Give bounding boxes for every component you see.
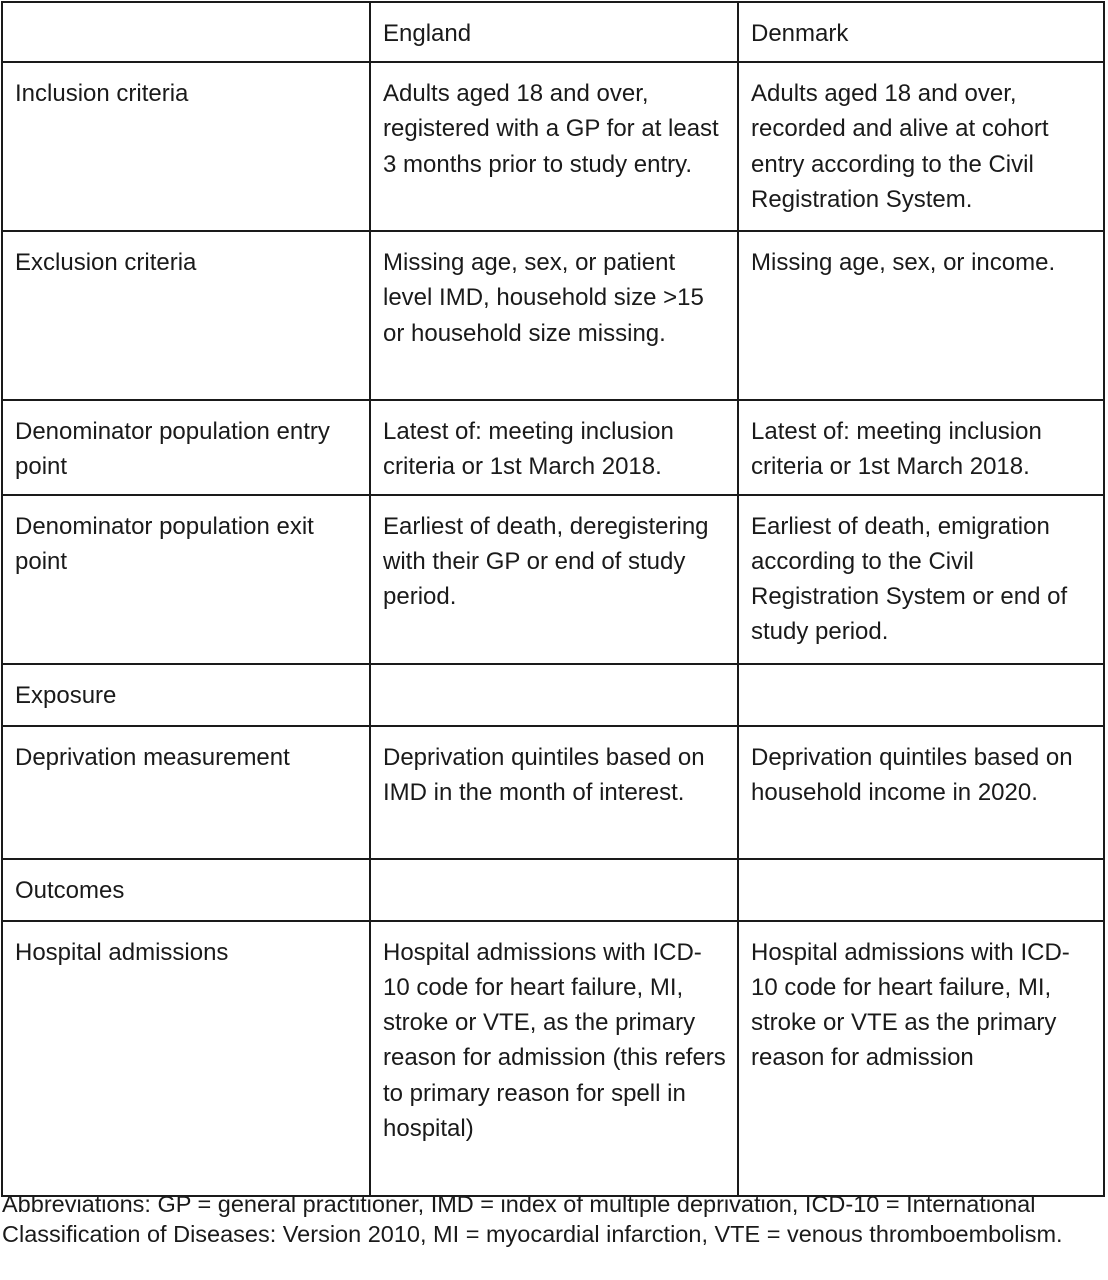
row-label-cell: Denominator population entry point [2, 400, 370, 495]
row-label-cell: Inclusion criteria [2, 62, 370, 231]
comparison-table [1, 1, 1105, 1197]
row-label-cell: Hospital admissions [2, 921, 370, 1196]
denmark-cell [738, 664, 1104, 726]
denmark-cell: Earliest of death, emigration according to the Civil Registration System or end of study period. [738, 495, 1104, 664]
table-row [2, 495, 1104, 664]
denmark-cell: Deprivation quintiles based on household income in 2020. [738, 726, 1104, 859]
table-row [2, 859, 1104, 921]
row-label-cell: Outcomes [2, 859, 370, 921]
england-cell: Hospital admissions with ICD-10 code for heart failure, MI, stroke or VTE, as the primary reason for admission (this refers to primary reason for spell in hospital) [370, 921, 738, 1196]
denmark-cell: Hospital admissions with ICD-10 code for heart failure, MI, stroke or VTE as the primary reason for admission [738, 921, 1104, 1196]
header-denmark-cell: Denmark [738, 2, 1104, 62]
england-cell [370, 664, 738, 726]
england-cell: Missing age, sex, or patient level IMD, household size >15 or household size missing. [370, 231, 738, 400]
denmark-cell: Missing age, sex, or income. [738, 231, 1104, 400]
table-row [2, 231, 1104, 400]
england-cell [370, 859, 738, 921]
row-label-cell: Deprivation measurement [2, 726, 370, 859]
table-row [2, 400, 1104, 495]
england-cell: Latest of: meeting inclusion criteria or 1st March 2018. [370, 400, 738, 495]
table-row [2, 664, 1104, 726]
england-cell: Adults aged 18 and over, registered with a GP for at least 3 months prior to study entry. [370, 62, 738, 231]
header-england-cell: England [370, 2, 738, 62]
row-label-cell: Exclusion criteria [2, 231, 370, 400]
denmark-cell [738, 859, 1104, 921]
abbreviations-footnote: Abbreviations: GP = general practitioner, IMD = index of multiple deprivation, ICD-10 = International Classification of Diseases: Version 2010, MI = myocardial infarction, VTE = venous thromboembolism. [2, 1191, 1063, 1247]
england-cell: Earliest of death, deregistering with their GP or end of study period. [370, 495, 738, 664]
table-row [2, 726, 1104, 859]
table-header-row [2, 2, 1104, 62]
table-row [2, 921, 1104, 1196]
row-label-cell: Exposure [2, 664, 370, 726]
row-label-cell: Denominator population exit point [2, 495, 370, 664]
denmark-cell: Adults aged 18 and over, recorded and alive at cohort entry according to the Civil Registration System. [738, 62, 1104, 231]
table-row [2, 62, 1104, 231]
denmark-cell: Latest of: meeting inclusion criteria or 1st March 2018. [738, 400, 1104, 495]
england-cell: Deprivation quintiles based on IMD in the month of interest. [370, 726, 738, 859]
header-label-cell [2, 2, 370, 62]
